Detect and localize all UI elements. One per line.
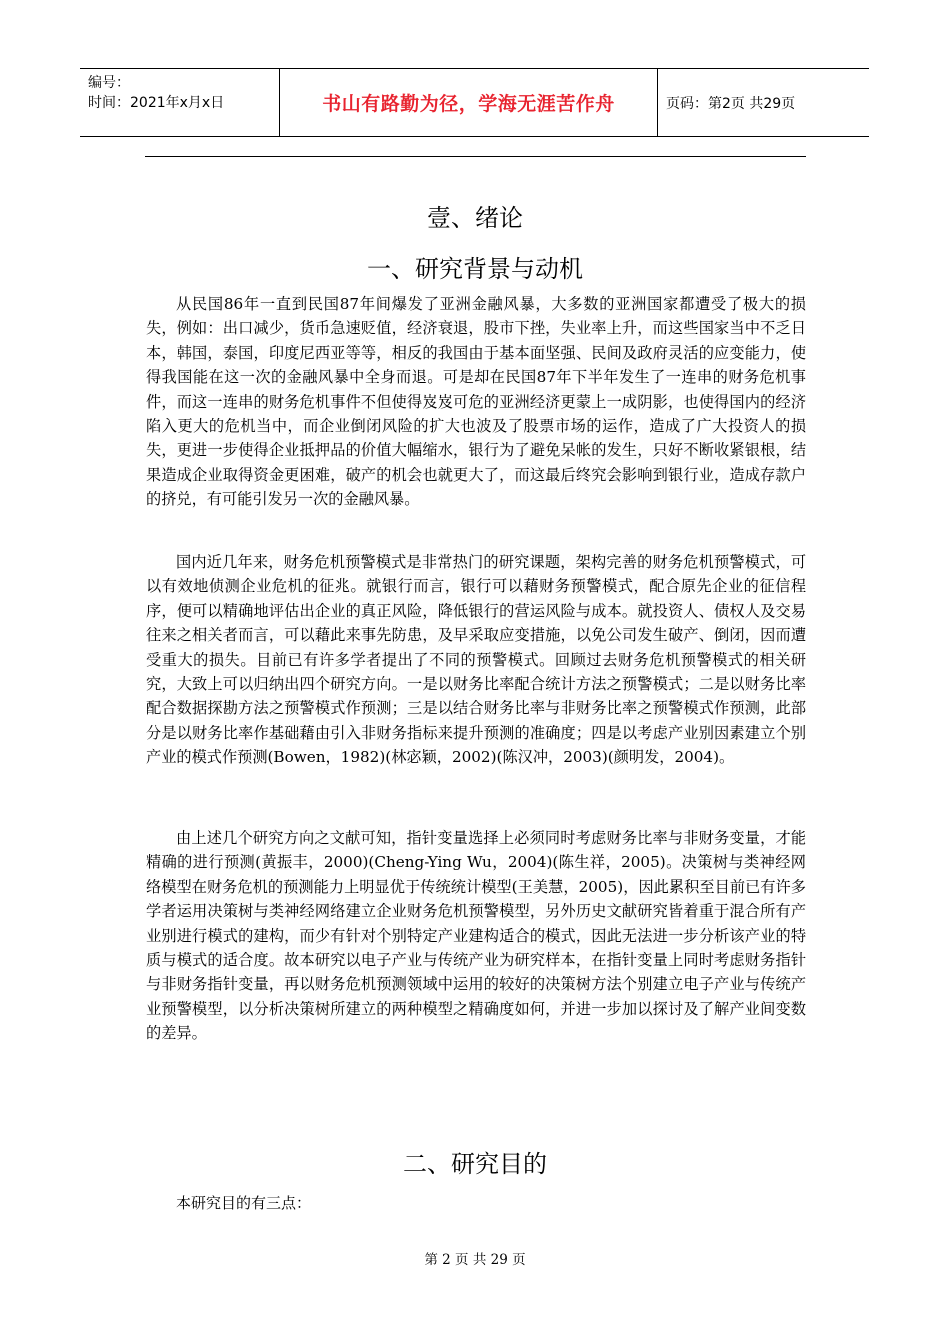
- header-meta: [80, 69, 280, 136]
- document-time-label: 时间：2021年x月x日: [88, 95, 225, 111]
- paragraph-3: 由上述几个研究方向之文献可知，指针变量选择上必须同时考虑财务比率与非财务变量，才能精确的进行预测(黄振丰，2000)(Cheng-Ying Wu，2004)(陈生祥，2005)。决策树与类神经网络模型在财务危机的预测能力上明显优于传统统计模型(王美慧，2005)，因此累积至目前已有许多学者运用决策树与类神经网络建立企业财务危机预警模型，另外历史文献研究皆着重于混合所有产业别进行模式的建构，而少有针对个别特定产业建构适合的模式，因此无法进一步分析该产业的特质与模式的适合度。故本研究以电子产业与传统产业为研究样本，在指针变量上同时考虑财务指针与非财务指针变量，再以财务危机预测领域中运用的较好的决策树方法个别建立电子产业与传统产业预警模型，以分析决策树所建立的两种模型之精确度如何，并进一步加以探讨及了解产业间变数的差异。: [146, 829, 806, 1043]
- section-title-background: 一、研究背景与动机: [367, 255, 583, 283]
- page-footer: 第 2 页 共 29 页: [424, 1252, 526, 1268]
- paragraph-2: 国内近几年来，财务危机预警模式是非常热门的研究课题，架构完善的财务危机预警模式，可以有效地侦测企业危机的征兆。就银行而言，银行可以藉财务预警模式，配合原先企业的征信程序，便可以精确地评估出企业的真正风险，降低银行的营运风险与成本。就投资人、债权人及交易往来之相关者而言，可以藉此来事先防患，及早采取应变措施，以免公司发生破产、倒闭，因而遭受重大的损失。目前已有许多学者提出了不同的预警模式。回顾过去财务危机预警模式的相关研究，大致上可以归纳出四个研究方向。一是以财务比率配合统计方法之预警模式；二是以财务比率配合数据探勘方法之预警模式作预测；三是以结合财务比率与非财务比率之预警模式作预测，此部分是以财务比率作基础藉由引入非财务指标来提升预测的准确度；四是以考虑产业别因素建立个别产业的模式作预测(Bowen，1982)(林宓颖，2002)(陈汉冲，2003)(颜明发，2004)。: [146, 553, 806, 767]
- section-title-purpose: 二、研究目的: [403, 1150, 547, 1178]
- page-header: [80, 68, 869, 137]
- document-number-label: 编号：: [88, 75, 130, 91]
- header-motto: 书山有路勤为径，学海无涯苦作舟: [280, 69, 658, 136]
- header-page-code: 页码：第2页 共29页: [666, 95, 796, 112]
- purpose-intro: 本研究目的有三点：: [176, 1194, 312, 1212]
- chapter-title: 壹、绪论: [427, 204, 523, 232]
- paragraph-1: 从民国86年一直到民国87年间爆发了亚洲金融风暴，大多数的亚洲国家都遭受了极大的损失，例如：出口减少，货币急速贬值，经济衰退，股市下挫，失业率上升，而这些国家当中不乏日本，韩国，泰国，印度尼西亚等等，相反的我国由于基本面坚强、民间及政府灵活的应变能力，使得我国能在这一次的金融风暴中全身而退。可是却在民国87年下半年发生了一连串的财务危机事件，而这一连串的财务危机事件不但使得岌岌可危的亚洲经济更蒙上一成阴影，也使得国内的经济陷入更大的危机当中，而企业倒闭风险的扩大也波及了股票市场的运作，造成了广大投资人的损失，更进一步使得企业抵押品的价值大幅缩水，银行为了避免呆帐的发生，只好不断收紧银根，结果造成企业取得资金更困难，破产的机会也就更大了，而这最后终究会影响到银行业，造成存款户的挤兑，有可能引发另一次的金融风暴。: [146, 295, 806, 509]
- header-divider: [145, 156, 806, 157]
